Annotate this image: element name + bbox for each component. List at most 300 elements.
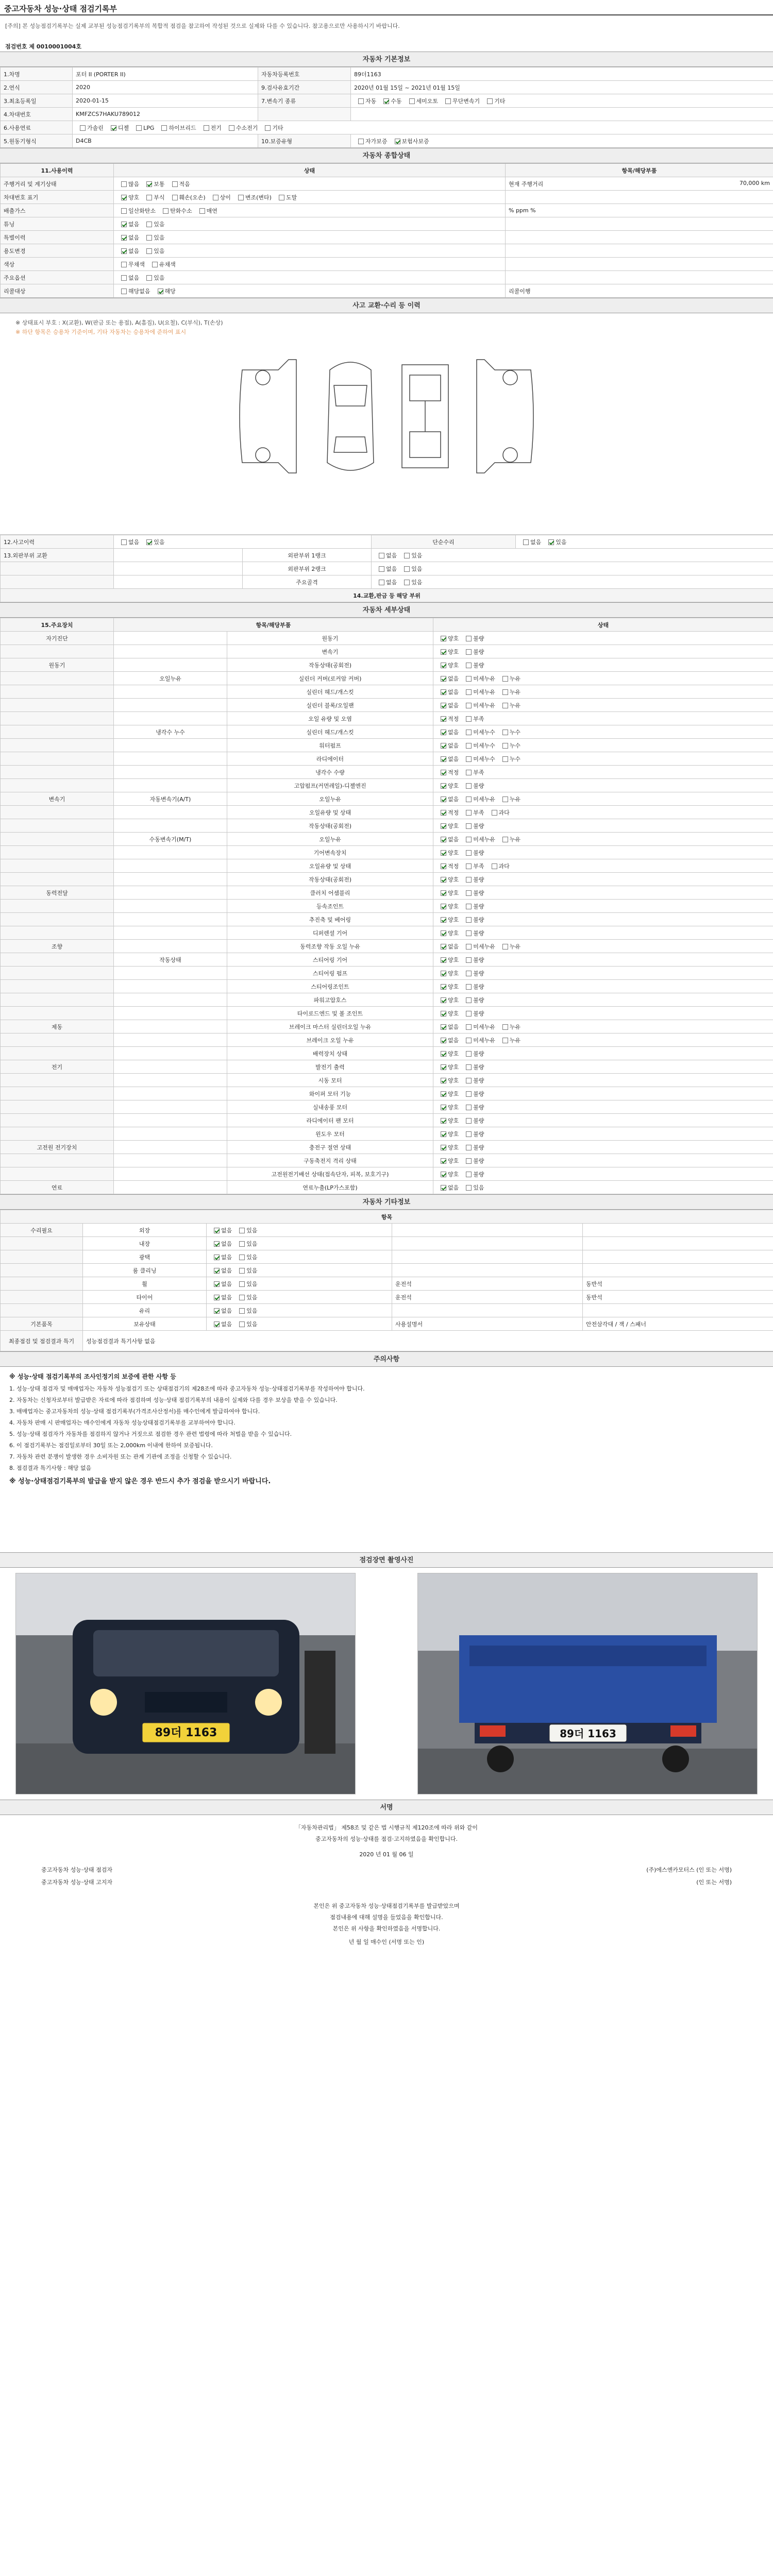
checkbox-icon[interactable] xyxy=(358,139,364,144)
checkbox-icon[interactable] xyxy=(441,890,446,896)
checkbox-option[interactable] xyxy=(142,180,164,188)
checkbox-option[interactable] xyxy=(400,565,422,573)
checkbox-option[interactable] xyxy=(462,648,484,656)
checkbox-icon[interactable] xyxy=(466,930,472,936)
checkbox-icon[interactable] xyxy=(466,663,472,668)
checkbox-option[interactable] xyxy=(488,862,510,870)
checkbox-icon[interactable] xyxy=(441,1038,446,1043)
checkbox-icon[interactable] xyxy=(379,553,384,558)
checkbox-option[interactable] xyxy=(375,565,397,573)
checkbox-icon[interactable] xyxy=(441,663,446,668)
checkbox-icon[interactable] xyxy=(239,1228,245,1233)
checkbox-option[interactable] xyxy=(117,207,156,215)
checkbox-option[interactable] xyxy=(436,1103,459,1111)
checkbox-option[interactable] xyxy=(157,124,196,132)
checkbox-icon[interactable] xyxy=(466,1011,472,1016)
checkbox-icon[interactable] xyxy=(146,539,152,545)
checkbox-option[interactable] xyxy=(462,862,484,870)
checkbox-icon[interactable] xyxy=(441,1024,446,1030)
checkbox-option[interactable] xyxy=(462,808,484,817)
checkbox-option[interactable] xyxy=(210,1266,232,1275)
checkbox-icon[interactable] xyxy=(146,235,152,241)
checkbox-icon[interactable] xyxy=(441,1172,446,1177)
checkbox-icon[interactable] xyxy=(199,208,205,214)
checkbox-option[interactable] xyxy=(544,538,566,546)
checkbox-icon[interactable] xyxy=(136,125,142,131)
checkbox-icon[interactable] xyxy=(466,823,472,829)
checkbox-option[interactable] xyxy=(462,942,495,951)
checkbox-option[interactable] xyxy=(436,688,459,696)
checkbox-icon[interactable] xyxy=(466,1091,472,1097)
checkbox-option[interactable] xyxy=(498,835,520,843)
checkbox-option[interactable] xyxy=(462,1116,484,1125)
checkbox-option[interactable] xyxy=(436,1130,459,1138)
checkbox-icon[interactable] xyxy=(502,1024,508,1030)
checkbox-option[interactable] xyxy=(142,538,164,546)
checkbox-icon[interactable] xyxy=(121,248,127,254)
checkbox-option[interactable] xyxy=(142,220,164,228)
checkbox-option[interactable] xyxy=(462,996,484,1004)
checkbox-option[interactable] xyxy=(462,875,484,884)
checkbox-icon[interactable] xyxy=(466,770,472,775)
checkbox-icon[interactable] xyxy=(441,930,446,936)
checkbox-icon[interactable] xyxy=(441,730,446,735)
checkbox-icon[interactable] xyxy=(445,98,451,104)
checkbox-option[interactable] xyxy=(498,741,520,750)
checkbox-icon[interactable] xyxy=(441,716,446,722)
checkbox-icon[interactable] xyxy=(441,850,446,856)
checkbox-option[interactable] xyxy=(235,1280,257,1288)
checkbox-icon[interactable] xyxy=(239,1268,245,1274)
checkbox-option[interactable] xyxy=(235,1307,257,1315)
checkbox-option[interactable] xyxy=(462,1130,484,1138)
checkbox-option[interactable] xyxy=(117,260,145,268)
checkbox-icon[interactable] xyxy=(466,1145,472,1150)
checkbox-option[interactable] xyxy=(483,97,505,105)
checkbox-option[interactable] xyxy=(436,728,459,736)
checkbox-icon[interactable] xyxy=(502,730,508,735)
checkbox-option[interactable] xyxy=(462,969,484,977)
checkbox-option[interactable] xyxy=(209,193,231,201)
checkbox-option[interactable] xyxy=(154,287,176,295)
checkbox-option[interactable] xyxy=(261,124,283,132)
checkbox-icon[interactable] xyxy=(523,539,529,545)
checkbox-option[interactable] xyxy=(436,942,459,951)
checkbox-icon[interactable] xyxy=(502,689,508,695)
checkbox-option[interactable] xyxy=(76,124,104,132)
checkbox-option[interactable] xyxy=(462,1170,484,1178)
checkbox-option[interactable] xyxy=(168,180,190,188)
checkbox-option[interactable] xyxy=(462,701,495,709)
checkbox-icon[interactable] xyxy=(466,997,472,1003)
checkbox-icon[interactable] xyxy=(441,703,446,708)
checkbox-option[interactable] xyxy=(462,755,495,763)
checkbox-option[interactable] xyxy=(234,193,272,201)
checkbox-icon[interactable] xyxy=(466,1118,472,1124)
checkbox-option[interactable] xyxy=(436,996,459,1004)
checkbox-icon[interactable] xyxy=(146,275,152,281)
checkbox-icon[interactable] xyxy=(466,1038,472,1043)
inspector-sign[interactable]: (주)에스엔카모터스 (인 또는 서명) xyxy=(646,1867,732,1873)
checkbox-icon[interactable] xyxy=(395,139,400,144)
checkbox-icon[interactable] xyxy=(466,1158,472,1164)
checkbox-icon[interactable] xyxy=(441,810,446,816)
checkbox-icon[interactable] xyxy=(441,984,446,990)
checkbox-icon[interactable] xyxy=(466,877,472,883)
checkbox-option[interactable] xyxy=(400,578,422,586)
checkbox-icon[interactable] xyxy=(466,917,472,923)
checkbox-icon[interactable] xyxy=(441,837,446,842)
buyer-signature-line[interactable]: 년 월 일 매수인 (서명 또는 인) xyxy=(348,1939,425,1945)
checkbox-option[interactable] xyxy=(436,889,459,897)
checkbox-option[interactable] xyxy=(117,220,139,228)
checkbox-option[interactable] xyxy=(210,1253,232,1261)
checkbox-option[interactable] xyxy=(462,741,495,750)
checkbox-option[interactable] xyxy=(498,688,520,696)
checkbox-icon[interactable] xyxy=(279,195,284,200)
checkbox-icon[interactable] xyxy=(502,703,508,708)
checkbox-option[interactable] xyxy=(462,956,484,964)
checkbox-option[interactable] xyxy=(519,538,541,546)
checkbox-option[interactable] xyxy=(132,125,154,131)
checkbox-icon[interactable] xyxy=(404,580,410,585)
checkbox-option[interactable] xyxy=(235,1226,257,1234)
checkbox-option[interactable] xyxy=(142,233,164,242)
checkbox-icon[interactable] xyxy=(213,195,219,200)
checkbox-option[interactable] xyxy=(436,741,459,750)
checkbox-icon[interactable] xyxy=(441,823,446,829)
checkbox-icon[interactable] xyxy=(229,125,234,131)
checkbox-option[interactable] xyxy=(436,782,459,790)
checkbox-icon[interactable] xyxy=(214,1268,220,1274)
checkbox-option[interactable] xyxy=(436,969,459,977)
checkbox-option[interactable] xyxy=(436,835,459,843)
checkbox-icon[interactable] xyxy=(441,783,446,789)
checkbox-option[interactable] xyxy=(436,661,459,669)
checkbox-icon[interactable] xyxy=(121,539,127,545)
checkbox-option[interactable] xyxy=(462,1076,484,1084)
checkbox-option[interactable] xyxy=(462,1009,484,1018)
checkbox-icon[interactable] xyxy=(466,904,472,909)
checkbox-option[interactable] xyxy=(235,1240,257,1248)
checkbox-option[interactable] xyxy=(436,795,459,803)
checkbox-option[interactable] xyxy=(462,768,484,776)
checkbox-option[interactable] xyxy=(436,902,459,910)
checkbox-icon[interactable] xyxy=(441,689,446,695)
checkbox-option[interactable] xyxy=(436,634,459,642)
checkbox-option[interactable] xyxy=(436,849,459,857)
checkbox-option[interactable] xyxy=(159,207,192,215)
checkbox-option[interactable] xyxy=(436,1009,459,1018)
inspection-photo-front[interactable] xyxy=(15,1573,356,1794)
checkbox-icon[interactable] xyxy=(466,636,472,641)
checkbox-option[interactable] xyxy=(436,1036,459,1044)
checkbox-icon[interactable] xyxy=(441,1011,446,1016)
checkbox-icon[interactable] xyxy=(466,944,472,950)
checkbox-option[interactable] xyxy=(142,274,164,282)
checkbox-icon[interactable] xyxy=(163,208,169,214)
checkbox-icon[interactable] xyxy=(466,1064,472,1070)
checkbox-option[interactable] xyxy=(225,124,258,132)
checkbox-icon[interactable] xyxy=(152,262,158,267)
checkbox-option[interactable] xyxy=(117,538,139,546)
checkbox-option[interactable] xyxy=(436,674,459,683)
checkbox-icon[interactable] xyxy=(409,98,415,104)
checkbox-option[interactable] xyxy=(436,956,459,964)
inspection-photo-rear[interactable] xyxy=(417,1573,758,1794)
checkbox-option[interactable] xyxy=(462,835,495,843)
checkbox-option[interactable] xyxy=(462,795,495,803)
checkbox-option[interactable] xyxy=(117,180,139,188)
checkbox-icon[interactable] xyxy=(466,1051,472,1057)
checkbox-icon[interactable] xyxy=(214,1241,220,1247)
checkbox-icon[interactable] xyxy=(466,1105,472,1110)
checkbox-option[interactable] xyxy=(379,97,401,105)
checkbox-icon[interactable] xyxy=(358,98,364,104)
checkbox-option[interactable] xyxy=(210,1240,232,1248)
checkbox-icon[interactable] xyxy=(441,1118,446,1124)
checkbox-icon[interactable] xyxy=(441,863,446,869)
checkbox-icon[interactable] xyxy=(404,566,410,572)
checkbox-option[interactable] xyxy=(235,1253,257,1261)
checkbox-icon[interactable] xyxy=(441,756,446,762)
checkbox-option[interactable] xyxy=(436,1157,459,1165)
checkbox-option[interactable] xyxy=(462,634,484,642)
checkbox-icon[interactable] xyxy=(121,235,127,241)
checkbox-icon[interactable] xyxy=(379,580,384,585)
checkbox-icon[interactable] xyxy=(441,944,446,950)
checkbox-icon[interactable] xyxy=(466,971,472,976)
checkbox-option[interactable] xyxy=(354,137,388,145)
checkbox-option[interactable] xyxy=(354,97,376,105)
checkbox-icon[interactable] xyxy=(466,703,472,708)
checkbox-option[interactable] xyxy=(391,137,429,145)
checkbox-option[interactable] xyxy=(436,875,459,884)
checkbox-icon[interactable] xyxy=(441,649,446,655)
checkbox-icon[interactable] xyxy=(502,944,508,950)
checkbox-option[interactable] xyxy=(462,929,484,937)
checkbox-option[interactable] xyxy=(168,193,206,201)
checkbox-icon[interactable] xyxy=(502,676,508,682)
checkbox-icon[interactable] xyxy=(441,971,446,976)
checkbox-icon[interactable] xyxy=(466,796,472,802)
checkbox-option[interactable] xyxy=(462,661,484,669)
checkbox-option[interactable] xyxy=(210,1280,232,1288)
checkbox-icon[interactable] xyxy=(492,863,497,869)
checkbox-icon[interactable] xyxy=(214,1295,220,1300)
checkbox-icon[interactable] xyxy=(441,904,446,909)
checkbox-icon[interactable] xyxy=(214,1255,220,1260)
checkbox-option[interactable] xyxy=(498,755,520,763)
checkbox-option[interactable] xyxy=(498,701,520,709)
checkbox-option[interactable] xyxy=(117,233,139,242)
checkbox-icon[interactable] xyxy=(404,553,410,558)
checkbox-icon[interactable] xyxy=(121,195,127,200)
checkbox-icon[interactable] xyxy=(441,1185,446,1191)
checkbox-option[interactable] xyxy=(436,982,459,991)
checkbox-icon[interactable] xyxy=(146,181,152,187)
checkbox-icon[interactable] xyxy=(466,716,472,722)
checkbox-icon[interactable] xyxy=(466,743,472,749)
checkbox-option[interactable] xyxy=(117,274,139,282)
checkbox-icon[interactable] xyxy=(441,770,446,775)
checkbox-icon[interactable] xyxy=(441,796,446,802)
checkbox-option[interactable] xyxy=(107,124,129,132)
checkbox-icon[interactable] xyxy=(548,539,554,545)
checkbox-option[interactable] xyxy=(488,808,510,817)
checkbox-option[interactable] xyxy=(462,728,495,736)
checkbox-option[interactable] xyxy=(436,1063,459,1071)
checkbox-icon[interactable] xyxy=(111,125,116,131)
checkbox-option[interactable] xyxy=(436,755,459,763)
checkbox-option[interactable] xyxy=(436,929,459,937)
checkbox-option[interactable] xyxy=(436,1143,459,1151)
checkbox-icon[interactable] xyxy=(466,1172,472,1177)
checkbox-icon[interactable] xyxy=(214,1281,220,1287)
checkbox-option[interactable] xyxy=(462,982,484,991)
checkbox-option[interactable] xyxy=(210,1226,232,1234)
checkbox-option[interactable] xyxy=(400,551,422,560)
checkbox-option[interactable] xyxy=(462,782,484,790)
checkbox-icon[interactable] xyxy=(441,917,446,923)
checkbox-icon[interactable] xyxy=(214,1308,220,1314)
checkbox-option[interactable] xyxy=(436,1090,459,1098)
checkbox-icon[interactable] xyxy=(172,195,178,200)
checkbox-option[interactable] xyxy=(462,1049,484,1058)
checkbox-option[interactable] xyxy=(199,124,222,132)
checkbox-icon[interactable] xyxy=(441,1078,446,1083)
checkbox-icon[interactable] xyxy=(466,756,472,762)
checkbox-option[interactable] xyxy=(436,768,459,776)
checkbox-option[interactable] xyxy=(462,849,484,857)
checkbox-icon[interactable] xyxy=(146,248,152,254)
checkbox-option[interactable] xyxy=(117,193,139,201)
checkbox-option[interactable] xyxy=(436,648,459,656)
checkbox-icon[interactable] xyxy=(239,1295,245,1300)
checkbox-option[interactable] xyxy=(462,1036,495,1044)
checkbox-option[interactable] xyxy=(441,97,480,105)
checkbox-icon[interactable] xyxy=(158,289,163,294)
checkbox-icon[interactable] xyxy=(466,649,472,655)
checkbox-option[interactable] xyxy=(462,916,484,924)
checkbox-icon[interactable] xyxy=(466,957,472,963)
checkbox-icon[interactable] xyxy=(146,222,152,227)
checkbox-icon[interactable] xyxy=(502,743,508,749)
checkbox-option[interactable] xyxy=(436,862,459,870)
checkbox-icon[interactable] xyxy=(502,756,508,762)
checkbox-option[interactable] xyxy=(436,1116,459,1125)
checkbox-icon[interactable] xyxy=(466,863,472,869)
checkbox-option[interactable] xyxy=(462,1183,484,1192)
checkbox-option[interactable] xyxy=(235,1293,257,1301)
checkbox-icon[interactable] xyxy=(239,1241,245,1247)
checkbox-icon[interactable] xyxy=(383,98,389,104)
checkbox-option[interactable] xyxy=(436,1076,459,1084)
checkbox-option[interactable] xyxy=(235,1266,257,1275)
checkbox-option[interactable] xyxy=(375,551,397,560)
checkbox-option[interactable] xyxy=(142,193,164,201)
checkbox-icon[interactable] xyxy=(441,1145,446,1150)
checkbox-icon[interactable] xyxy=(204,125,209,131)
checkbox-option[interactable] xyxy=(210,1320,232,1328)
checkbox-option[interactable] xyxy=(498,1023,520,1031)
checkbox-option[interactable] xyxy=(436,916,459,924)
checkbox-icon[interactable] xyxy=(466,1078,472,1083)
checkbox-option[interactable] xyxy=(375,578,397,586)
checkbox-option[interactable] xyxy=(210,1307,232,1315)
checkbox-icon[interactable] xyxy=(502,796,508,802)
checkbox-option[interactable] xyxy=(498,674,520,683)
checkbox-option[interactable] xyxy=(148,260,176,268)
checkbox-option[interactable] xyxy=(498,942,520,951)
checkbox-option[interactable] xyxy=(436,1023,459,1031)
checkbox-option[interactable] xyxy=(462,902,484,910)
checkbox-icon[interactable] xyxy=(441,1064,446,1070)
checkbox-icon[interactable] xyxy=(214,1321,220,1327)
checkbox-icon[interactable] xyxy=(441,636,446,641)
checkbox-icon[interactable] xyxy=(121,181,127,187)
checkbox-option[interactable] xyxy=(498,728,520,736)
checkbox-option[interactable] xyxy=(462,889,484,897)
checkbox-icon[interactable] xyxy=(466,1185,472,1191)
checkbox-option[interactable] xyxy=(436,701,459,709)
checkbox-option[interactable] xyxy=(210,1293,232,1301)
checkbox-option[interactable] xyxy=(462,1143,484,1151)
checkbox-icon[interactable] xyxy=(121,262,127,267)
checkbox-icon[interactable] xyxy=(466,984,472,990)
checkbox-icon[interactable] xyxy=(146,195,152,200)
checkbox-option[interactable] xyxy=(117,247,139,255)
checkbox-icon[interactable] xyxy=(441,1051,446,1057)
checkbox-option[interactable] xyxy=(462,688,495,696)
checkbox-option[interactable] xyxy=(436,1183,459,1192)
checkbox-option[interactable] xyxy=(195,207,217,215)
checkbox-option[interactable] xyxy=(462,1090,484,1098)
checkbox-icon[interactable] xyxy=(441,997,446,1003)
checkbox-option[interactable] xyxy=(436,822,459,830)
checkbox-option[interactable] xyxy=(462,674,495,683)
checkbox-icon[interactable] xyxy=(172,181,178,187)
checkbox-icon[interactable] xyxy=(265,125,271,131)
checkbox-icon[interactable] xyxy=(239,1321,245,1327)
checkbox-icon[interactable] xyxy=(239,1255,245,1260)
checkbox-option[interactable] xyxy=(436,1170,459,1178)
checkbox-icon[interactable] xyxy=(466,837,472,842)
checkbox-icon[interactable] xyxy=(441,877,446,883)
checkbox-icon[interactable] xyxy=(466,783,472,789)
checkbox-icon[interactable] xyxy=(466,676,472,682)
checkbox-icon[interactable] xyxy=(379,566,384,572)
checkbox-option[interactable] xyxy=(462,1103,484,1111)
checkbox-icon[interactable] xyxy=(466,689,472,695)
checkbox-option[interactable] xyxy=(235,1320,257,1328)
checkbox-option[interactable] xyxy=(436,808,459,817)
checkbox-icon[interactable] xyxy=(121,289,127,294)
checkbox-icon[interactable] xyxy=(466,850,472,856)
checkbox-option[interactable] xyxy=(462,1063,484,1071)
checkbox-option[interactable] xyxy=(405,97,439,105)
checkbox-icon[interactable] xyxy=(161,125,167,131)
checkbox-icon[interactable] xyxy=(466,810,472,816)
checkbox-icon[interactable] xyxy=(441,743,446,749)
checkbox-icon[interactable] xyxy=(80,125,86,131)
checkbox-icon[interactable] xyxy=(239,1308,245,1314)
checkbox-icon[interactable] xyxy=(121,275,127,281)
checkbox-option[interactable] xyxy=(462,822,484,830)
checkbox-option[interactable] xyxy=(462,715,484,723)
checkbox-icon[interactable] xyxy=(214,1228,220,1233)
checkbox-option[interactable] xyxy=(498,1036,520,1044)
